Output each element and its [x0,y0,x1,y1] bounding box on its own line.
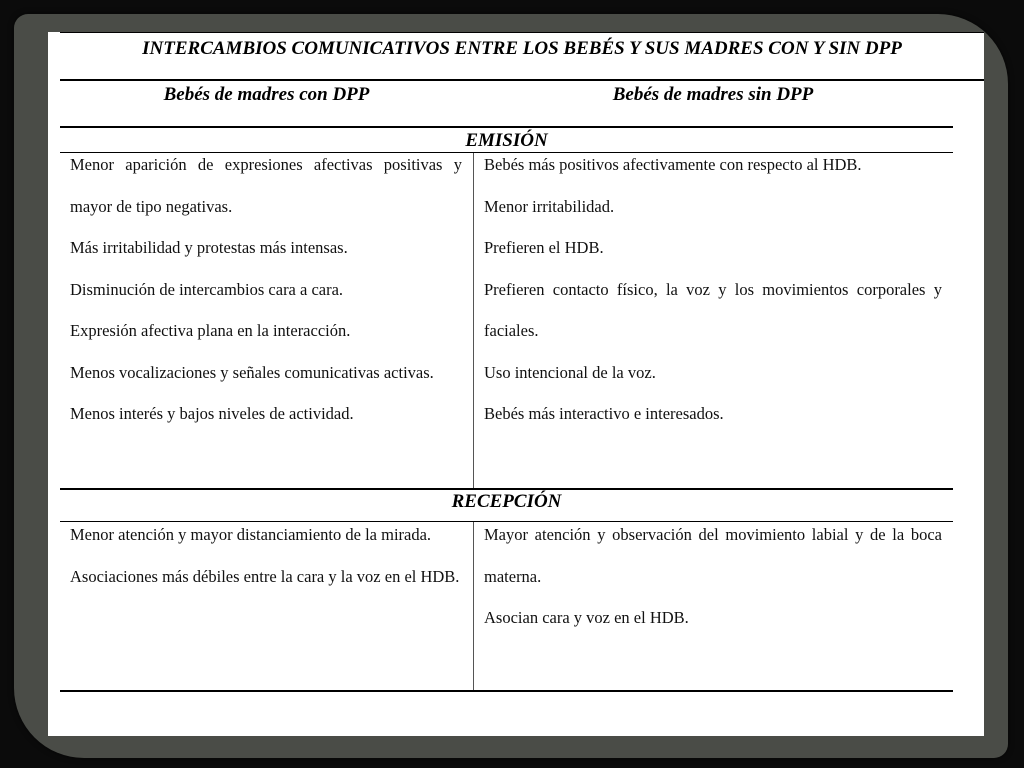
recepcion-right-list [484,514,942,639]
list-item: Prefieren contacto físico, la voz y los movimientos corporales y faciales. [484,279,942,340]
list-item: Menor aparición de expresiones afectivas positivas y mayor de tipo negativas. [70,155,462,216]
column-header-without-dpp: Bebés de madres sin DPP [612,84,814,105]
header-rule [60,126,953,128]
list-item: Menos vocalizaciones y señales comunicativas activas. [70,362,434,382]
section-label-recepcion: RECEPCIÓN [451,491,562,512]
column-divider [473,153,474,489]
emision-left-list [70,144,462,435]
table-bottom-rule [60,690,953,692]
list-item: Prefieren el HDB. [484,238,604,257]
list-item: Menos interés y bajos niveles de actividad. [70,404,354,423]
recepcion-top-rule [60,488,953,490]
list-item: Bebés más interactivo e interesados. [484,404,724,423]
title-rule [60,79,984,81]
list-item: Menor irritabilidad. [484,196,615,216]
list-item: Más irritabilidad y protestas más intensas. [70,238,348,257]
section-label-emision: EMISIÓN [465,130,548,151]
list-item: Menor atención y mayor distanciamiento de la mirada. [70,525,432,544]
emision-right-list [484,144,942,435]
list-item: Uso intencional de la voz. [484,362,656,382]
list-item: Bebés más positivos afectivamente con respecto al HDB. [484,155,862,174]
list-item: Disminución de intercambios cara a cara. [70,279,344,299]
list-item: Asociaciones más débiles entre la cara y la voz en el HDB. [70,566,460,586]
column-header-with-dpp: Bebés de madres con DPP [163,84,370,105]
slide-page [48,32,984,736]
list-item: Asocian cara y voz en el HDB. [484,608,689,627]
table-title: INTERCAMBIOS COMUNICATIVOS ENTRE LOS BEBÉS Y SUS MADRES CON Y SIN DPP [60,32,984,81]
column-divider [473,522,474,690]
list-item: Mayor atención y observación del movimiento labial y de la boca materna. [484,525,942,586]
recepcion-left-list [70,514,462,597]
list-item: Expresión afectiva plana en la interacción. [70,321,351,340]
